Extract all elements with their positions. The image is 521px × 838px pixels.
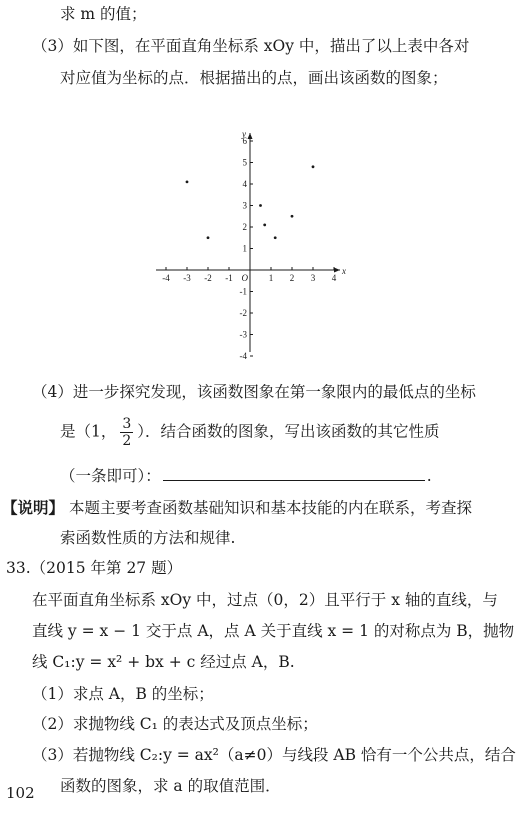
line-text: 线 C₁:y = x² + bx + c 经过点 A，B. <box>32 653 295 671</box>
data-point <box>291 215 294 218</box>
line-text: （4）进一步探究发现，该函数图象在第一象限内的最低点的坐标 <box>32 383 476 401</box>
note-label: 【说明】 <box>2 498 65 517</box>
y-tick-label: 1 <box>242 243 247 254</box>
line-text: . <box>426 467 432 485</box>
text-line <box>32 652 295 672</box>
data-point <box>312 165 315 168</box>
x-tick-label: 4 <box>331 273 337 283</box>
question-header <box>6 558 182 578</box>
fraction-numerator: 3 <box>122 416 132 432</box>
text-line <box>32 714 318 734</box>
line-text: 在平面直角坐标系 xOy 中，过点（0，2）且平行于 x 轴的直线，与 <box>32 591 498 609</box>
note-text: 索函数性质的方法和规律. <box>60 529 236 547</box>
line-text: 函数的图象，求 a 的取值范围． <box>60 777 281 795</box>
x-axis-arrow <box>334 268 340 273</box>
line-text: ）．结合函数的图象，写出该函数的其它性质 <box>137 422 440 441</box>
line-text: 是（1， <box>60 422 117 441</box>
line-text: 求 m 的值； <box>60 5 147 23</box>
y-tick-label: 2 <box>242 222 247 232</box>
x-tick-label: -1 <box>225 273 233 283</box>
text-line <box>32 36 469 56</box>
y-tick-label: -3 <box>239 329 247 340</box>
y-tick-label: 3 <box>242 200 247 211</box>
x-tick-label: 2 <box>289 273 295 283</box>
text-line <box>32 621 514 641</box>
line-text: （2）求抛物线 C₁ 的表达式及顶点坐标； <box>32 715 318 733</box>
y-tick-label: 5 <box>242 157 247 168</box>
text-line <box>60 776 281 796</box>
y-axis-arrow <box>248 133 253 139</box>
line-text: （3）若抛物线 C₂:y = ax²（a≠0）与线段 AB 恰有一个公共点，结合 <box>32 746 516 764</box>
note-text: 本题主要考查函数基础知识和基本技能的内在联系，考查探 <box>68 499 472 517</box>
x-tick-label: 1 <box>268 273 274 283</box>
data-point <box>263 223 266 226</box>
text-line <box>60 4 147 24</box>
data-point <box>186 180 189 183</box>
data-point <box>259 204 262 207</box>
line-text: （1）求点 A，B 的坐标； <box>32 685 214 703</box>
y-tick-label: -2 <box>239 308 247 318</box>
text-line <box>32 745 516 765</box>
line-text: （3）如下图，在平面直角坐标系 xOy 中，描出了以上表中各对 <box>32 37 470 55</box>
line-text: 直线 y = x − 1 交于点 A，点 A 关于直线 x = 1 的对称点为 B，抛物 <box>32 622 515 640</box>
fraction <box>120 416 133 449</box>
line-text: （一条即可）： <box>60 467 161 485</box>
x-axis-label: x <box>342 266 346 276</box>
fraction-denominator: 2 <box>122 433 132 449</box>
text-line <box>60 528 235 548</box>
origin-label: O <box>241 273 248 283</box>
y-tick-label: 6 <box>242 136 247 146</box>
text-line <box>60 466 432 486</box>
text-line <box>32 684 214 704</box>
x-tick-label: -4 <box>162 273 170 283</box>
x-tick-label: 3 <box>310 273 316 283</box>
y-tick-label: -4 <box>239 351 247 360</box>
data-point <box>207 236 210 239</box>
text-line <box>32 382 476 402</box>
text-line <box>32 590 498 610</box>
x-tick-label: -2 <box>204 273 212 283</box>
line-text: 对应值为坐标的点．根据描出的点，画出该函数的图象； <box>60 69 448 87</box>
note-line <box>2 498 472 518</box>
x-tick-label: -3 <box>183 273 191 283</box>
text-line <box>60 68 448 88</box>
y-axis-label: y <box>242 129 246 139</box>
text-line <box>60 416 440 456</box>
page-number: 102 <box>6 784 35 802</box>
coordinate-plot <box>150 120 360 360</box>
y-tick-label: 4 <box>242 179 247 189</box>
answer-blank[interactable] <box>163 466 425 481</box>
y-tick-label: -1 <box>239 286 247 297</box>
question-number: 33.（2015 年第 27 题） <box>6 559 183 577</box>
data-point <box>274 236 277 239</box>
